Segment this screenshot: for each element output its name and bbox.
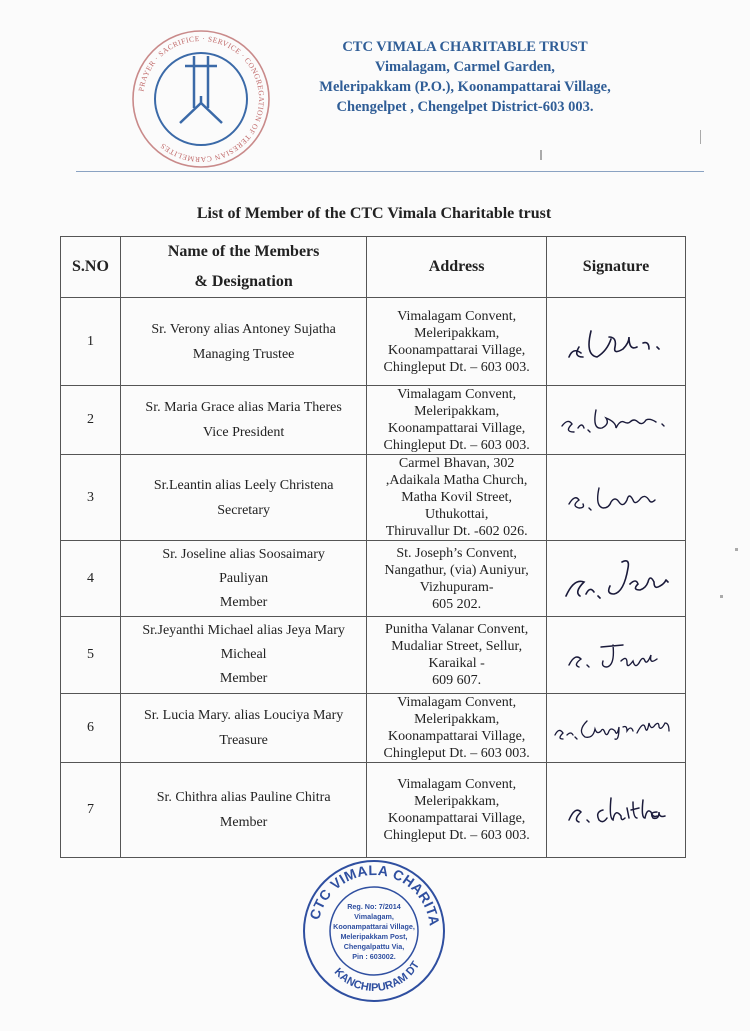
signature-image — [561, 480, 671, 516]
seal-center-line: Vimalagam, — [354, 912, 394, 921]
seal-center-line: Reg. No: 7/2014 — [347, 902, 401, 911]
document-title: List of Member of the CTC Vimala Charitable trust — [196, 205, 552, 222]
address-line: Meleripakkam, — [414, 712, 500, 727]
address-cell — [367, 617, 547, 694]
address-cell — [367, 455, 547, 541]
signature-image — [556, 400, 676, 440]
sno-cell: 1 — [61, 298, 121, 386]
member-name: Sr.Jeyanthi Michael alias Jeya Mary — [142, 623, 345, 638]
address-line: Chingleput Dt. – 603 003. — [383, 828, 530, 843]
trust-logo — [130, 28, 272, 170]
address-line-1: Vimalagam, Carmel Garden, — [375, 59, 555, 75]
address-line: Koonampattarai Village, — [387, 729, 526, 744]
logo-ring-text: PRAYER · SACRIFICE · SERVICE · CONGREGATION OF TERESIAN CARMELITES — [136, 33, 267, 165]
address-line: ,Adaikala Matha Church, — [385, 473, 528, 488]
table-row — [61, 763, 686, 858]
member-designation: Secretary — [217, 502, 271, 518]
member-name-cont: Micheal — [220, 647, 267, 662]
member-designation: Vice President — [203, 425, 285, 440]
address-line: Carmel Bhavan, 302 — [398, 456, 515, 471]
address-cell — [367, 694, 547, 763]
sno-cell: 5 — [61, 617, 121, 694]
member-name-cont: Pauliyan — [219, 570, 269, 586]
address-line: Chingleput Dt. – 603 003. — [383, 746, 530, 761]
scan-speck — [700, 130, 701, 144]
name-cell — [120, 455, 366, 541]
table-row — [61, 298, 686, 386]
name-cell — [120, 541, 366, 617]
address-line: 609 607. — [432, 673, 482, 688]
member-designation: Managing Trustee — [192, 346, 295, 362]
address-line: Meleripakkam, — [414, 325, 500, 341]
table-header-row — [61, 237, 686, 298]
address-line: Chingleput Dt. – 603 003. — [383, 438, 530, 453]
address-line: Vizhupuram- — [419, 579, 494, 595]
address-line: Vimalagam Convent, — [397, 387, 517, 402]
trust-header — [300, 37, 630, 117]
seal-image — [300, 857, 448, 1005]
signature-cell — [546, 298, 685, 386]
seal-ring-top: CTC VIMALA CHARITA — [306, 861, 443, 928]
sno-cell: 3 — [61, 455, 121, 541]
scan-speck — [540, 150, 542, 160]
address-cell — [367, 298, 547, 386]
address-line: Nangathur, (via) Auniyur, — [384, 562, 529, 578]
address-line: Uthukottai, — [424, 507, 489, 522]
address-line: Thiruvallur Dt. -602 026. — [385, 524, 528, 539]
member-name: Sr. Maria Grace alias Maria Theres — [145, 400, 342, 415]
seal-center-line: Chengalpattu Via, — [343, 942, 405, 951]
signature-image — [551, 711, 681, 745]
address-line-3: Chengelpet , Chengelpet District-603 003. — [336, 99, 594, 115]
scan-speck — [735, 548, 738, 551]
member-name: Sr.Leantin alias Leely Christena — [153, 477, 334, 493]
address-cell — [367, 541, 547, 617]
header-divider — [76, 171, 704, 172]
member-designation: Member — [219, 671, 268, 686]
address-line: Mudaliar Street, Sellur, — [391, 639, 523, 654]
address-line: Punitha Valanar Convent, — [385, 622, 529, 637]
address-cell — [367, 763, 547, 858]
header-address: Address — [367, 237, 547, 298]
member-designation: Treasure — [219, 733, 268, 748]
address-line: Chingleput Dt. – 603 003. — [383, 359, 530, 375]
sno-cell: 6 — [61, 694, 121, 763]
address-line: Koonampattarai Village, — [387, 421, 526, 436]
signature-cell — [546, 386, 685, 455]
header-signature: Signature — [546, 237, 685, 298]
address-line: St. Joseph’s Convent, — [396, 545, 517, 561]
sno-cell: 4 — [61, 541, 121, 617]
header-name-line-2: & Designation — [194, 273, 293, 290]
seal-center-line: Meleripakkam Post, — [340, 932, 408, 941]
trust-name: CTC VIMALA CHARITABLE TRUST — [342, 39, 588, 55]
signature-cell — [546, 455, 685, 541]
table-row — [61, 541, 686, 617]
signature-cell — [546, 541, 685, 617]
scan-speck — [720, 595, 723, 598]
table-row — [61, 617, 686, 694]
signature-cell — [546, 694, 685, 763]
member-designation: Member — [219, 815, 268, 830]
members-table — [60, 236, 686, 858]
member-name: Sr. Chithra alias Pauline Chitra — [156, 790, 331, 805]
table-row — [61, 386, 686, 455]
address-line: Karaikal - — [428, 656, 485, 671]
member-name: Sr. Verony alias Antoney Sujatha — [151, 321, 336, 337]
member-name: Sr. Joseline alias Soosaimary — [162, 546, 325, 562]
address-line: Vimalagam Convent, — [397, 777, 517, 792]
address-line: Meleripakkam, — [414, 404, 500, 419]
table-row — [61, 694, 686, 763]
name-cell — [120, 386, 366, 455]
address-line: Meleripakkam, — [414, 794, 500, 809]
signature-cell — [546, 617, 685, 694]
name-cell — [120, 763, 366, 858]
signature-cell — [546, 763, 685, 858]
seal-center-line: Koonampattarai Village, — [333, 922, 415, 931]
address-line-2: Meleripakkam (P.O.), Koonampattarai Village, — [319, 79, 611, 95]
address-line: 605 202. — [432, 596, 482, 612]
header-name — [120, 237, 366, 298]
table-row — [61, 455, 686, 541]
address-line: Vimalagam Convent, — [397, 695, 517, 710]
signature-image — [561, 317, 671, 367]
header-sno: S.NO — [61, 237, 121, 298]
header-name-line-1: Name of the Members — [167, 243, 320, 260]
address-line: Koonampattarai Village, — [387, 342, 526, 358]
sno-cell: 7 — [61, 763, 121, 858]
name-cell — [120, 617, 366, 694]
sno-cell: 2 — [61, 386, 121, 455]
signature-image — [556, 554, 676, 604]
signature-image — [561, 790, 671, 830]
seal-ring-bottom: KANCHIPURAM DT — [331, 959, 423, 995]
address-line: Vimalagam Convent, — [397, 308, 517, 324]
address-line: Matha Kovil Street, — [401, 490, 513, 505]
seal-center-line: Pin : 603002. — [352, 952, 396, 961]
member-name: Sr. Lucia Mary. alias Louciya Mary — [143, 708, 344, 723]
trust-seal — [300, 857, 448, 1005]
signature-image — [561, 637, 671, 673]
member-designation: Member — [219, 594, 268, 610]
address-line: Koonampattarai Village, — [387, 811, 526, 826]
name-cell — [120, 694, 366, 763]
name-cell — [120, 298, 366, 386]
address-cell — [367, 386, 547, 455]
